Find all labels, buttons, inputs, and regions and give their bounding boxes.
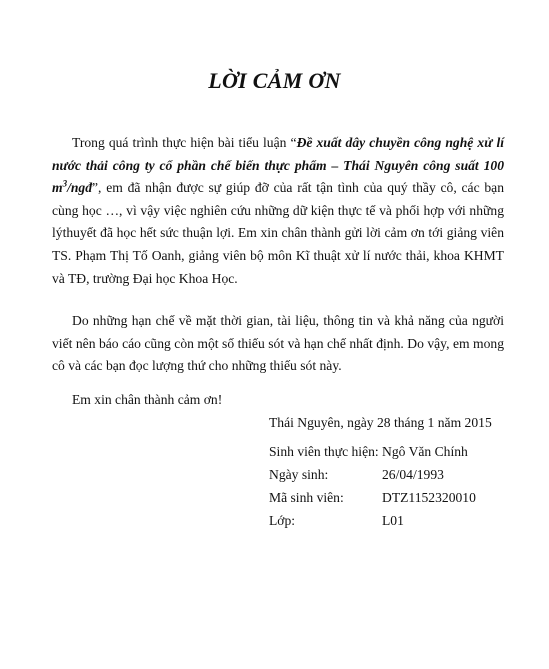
signature-value: 26/04/1993 — [382, 467, 444, 482]
acknowledgement-paragraph-1 — [52, 132, 504, 290]
signature-value: L01 — [382, 513, 404, 528]
signature-row-student — [269, 441, 468, 463]
signature-row-birthdate — [269, 464, 444, 486]
signature-row-class — [269, 510, 404, 532]
signature-row-student-id — [269, 487, 476, 509]
thesis-topic-part-b: /ngđ — [67, 180, 93, 196]
signature-place-date: Thái Nguyên, ngày 28 tháng 1 năm 2015 — [269, 415, 492, 430]
thesis-topic-part-a: Đề xuất dây chuyền công nghệ xử lí nước thải công ty cổ phần chế biến thực phẩm – Thái Nguyên công suất 100 m — [52, 135, 504, 196]
signature-label: Lớp: — [269, 513, 296, 528]
acknowledgement-paragraph-2: Do những hạn chế về mặt thời gian, tài liệu, thông tin và khả năng của người viết nên báo cáo cũng còn một số thiếu sót và hạn chế nhất định. Do vậy, em mong cô và các bạn đọc lượng thứ cho những thiếu sót này. — [52, 313, 504, 374]
signature-value: Ngô Văn Chính — [382, 444, 468, 459]
paragraph-rest: ”, em đã nhận được sự giúp đỡ của rất tận tình của quý thầy cô, các bạn cùng học …, vì vậy việc nghiên cứu những dữ kiện thực tế và phối hợp với những lýthuyết đã học hết sức thuận lợi. Em xin chân thành gửi lời cảm ơn tới giảng viên TS. Phạm Thị Tố Oanh, giảng viên bộ môn Kĩ thuật xử lí nước thải, khoa KHMT và TĐ, trường Đại học Khoa Học. — [52, 180, 504, 286]
page-title: LỜI CẢM ƠN — [208, 68, 341, 93]
signature-label: Mã sinh viên: — [269, 490, 344, 505]
paragraph-intro: Trong quá trình thực hiện bài tiểu luận “ — [72, 135, 297, 150]
closing-thanks: Em xin chân thành cảm ơn! — [72, 392, 223, 407]
signature-label: Ngày sinh: — [269, 467, 329, 482]
signature-value: DTZ1152320010 — [382, 490, 476, 505]
superscript-3: 3 — [62, 178, 68, 189]
signature-label: Sinh viên thực hiện: — [269, 444, 379, 459]
